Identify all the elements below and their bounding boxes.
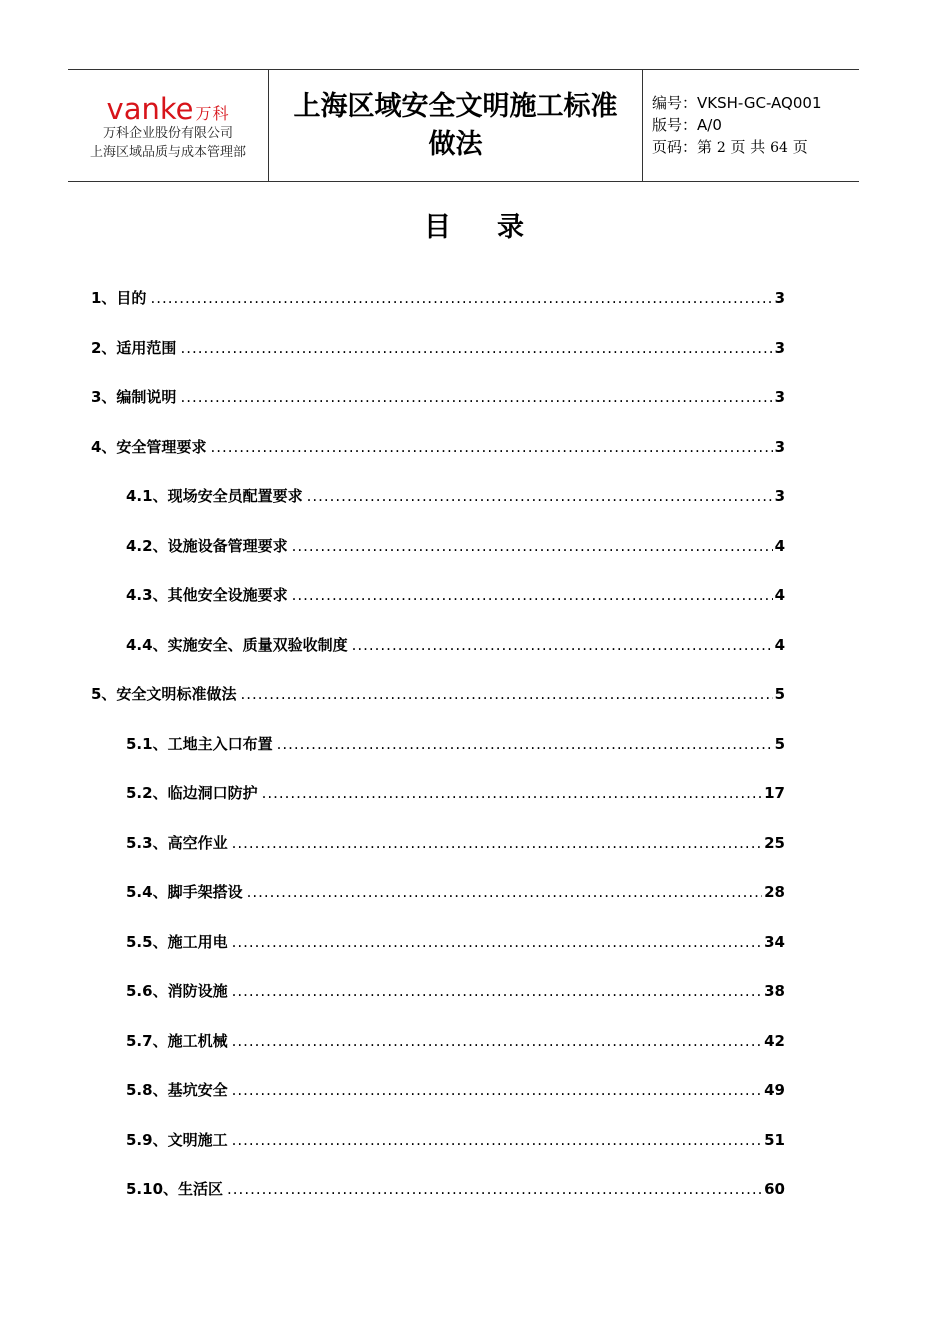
toc-entry-page: 60 [764, 1180, 785, 1198]
toc-leader-dots [240, 679, 772, 709]
toc-leader-dots [227, 1174, 762, 1204]
toc-entry-page: 28 [764, 883, 785, 901]
toc-entry-page: 4 [774, 636, 785, 654]
toc-leader-dots [292, 531, 773, 561]
toc-leader-dots [180, 382, 772, 412]
logo-wordmark: vanke [106, 91, 194, 126]
page-prefix: 第 [697, 138, 713, 156]
logo-cell [68, 70, 269, 181]
document-code [652, 92, 859, 114]
title-line-2: 做法 [428, 128, 483, 160]
toc-entry[interactable] [126, 1026, 785, 1056]
toc-entry-label: 5.10、生活区 [126, 1180, 224, 1198]
department-name: 上海区域品质与成本管理部 [89, 144, 246, 160]
toc-entry[interactable] [126, 877, 785, 907]
toc-leader-dots [232, 1125, 763, 1155]
vanke-logo [106, 91, 230, 126]
toc-entry[interactable] [126, 580, 785, 610]
toc-entry-label: 5.5、施工用电 [126, 933, 228, 951]
toc-leader-dots [232, 828, 763, 858]
toc-entry-page: 17 [764, 784, 785, 802]
logo-chinese: 万科 [195, 103, 230, 123]
version-label: 版号： [652, 116, 698, 134]
toc-entry[interactable] [126, 1125, 785, 1155]
toc-entry[interactable] [91, 679, 785, 709]
toc-entry-page: 38 [764, 982, 785, 1000]
page-mid: 页 共 [730, 138, 766, 156]
toc-title-part-1: 目 [424, 212, 453, 243]
toc-entry[interactable] [126, 630, 785, 660]
toc-entry-label: 4.4、实施安全、质量双验收制度 [126, 636, 348, 654]
toc-entry-label: 3、编制说明 [91, 388, 177, 406]
toc-entry-page: 25 [764, 834, 785, 852]
toc-entry-label: 5.9、文明施工 [126, 1131, 228, 1149]
toc-entry-label: 4.3、其他安全设施要求 [126, 586, 288, 604]
toc-entry-page: 42 [764, 1032, 785, 1050]
version-value: A/0 [697, 116, 722, 134]
code-value: VKSH-GC-AQ001 [697, 94, 822, 112]
toc-entry[interactable] [126, 729, 785, 759]
toc-entry-label: 4.1、现场安全员配置要求 [126, 487, 303, 505]
page-number [652, 136, 859, 159]
document-version [652, 114, 859, 136]
toc-entry[interactable] [126, 1174, 785, 1204]
toc-entry-page: 51 [764, 1131, 785, 1149]
toc-leader-dots [180, 333, 772, 363]
toc-leader-dots [232, 927, 763, 957]
toc-leader-dots [232, 1026, 763, 1056]
document-title [269, 70, 643, 181]
toc-entry-page: 3 [774, 388, 785, 406]
toc-entry-page: 34 [764, 933, 785, 951]
toc-leader-dots [277, 729, 773, 759]
toc-entry-page: 3 [774, 438, 785, 456]
toc-entry-label: 5、安全文明标准做法 [91, 685, 237, 703]
document-meta [643, 70, 859, 181]
toc-entry[interactable] [91, 333, 785, 363]
toc-entry[interactable] [126, 828, 785, 858]
toc-entry[interactable] [126, 531, 785, 561]
toc-entry-label: 5.4、脚手架搭设 [126, 883, 243, 901]
toc-leader-dots [262, 778, 763, 808]
toc-entry[interactable] [91, 382, 785, 412]
toc-entry-label: 5.6、消防设施 [126, 982, 228, 1000]
toc-entry[interactable] [91, 432, 785, 462]
toc-entry-label: 1、目的 [91, 289, 147, 307]
page-suffix: 页 [792, 138, 808, 156]
toc-entry-label: 5.1、工地主入口布置 [126, 735, 273, 753]
toc-entry-label: 4、安全管理要求 [91, 438, 207, 456]
toc-entry-page: 3 [774, 339, 785, 357]
toc-title-part-2: 录 [497, 212, 526, 243]
toc-entry-label: 5.3、高空作业 [126, 834, 228, 852]
toc-entry-label: 2、适用范围 [91, 339, 177, 357]
toc-leader-dots [352, 630, 773, 660]
page-current: 2 [716, 140, 726, 156]
page-label: 页码： [652, 138, 698, 156]
toc-entry[interactable] [126, 1075, 785, 1105]
toc-leader-dots [150, 283, 772, 313]
toc-entry-page: 4 [774, 537, 785, 555]
page-total: 64 [770, 140, 788, 156]
toc-leader-dots [292, 580, 773, 610]
toc-entry[interactable] [126, 976, 785, 1006]
toc-entry-label: 5.2、临边洞口防护 [126, 784, 258, 802]
company-name: 万科企业股份有限公司 [102, 125, 233, 141]
toc-entry[interactable] [126, 778, 785, 808]
toc-entry-page: 4 [774, 586, 785, 604]
toc-leader-dots [247, 877, 763, 907]
toc-entry-label: 5.8、基坑安全 [126, 1081, 228, 1099]
toc-entry[interactable] [126, 927, 785, 957]
toc-entry-page: 5 [774, 685, 785, 703]
code-label: 编号： [652, 94, 698, 112]
toc-title [0, 205, 950, 244]
document-header [68, 69, 859, 182]
toc-entry-page: 3 [774, 289, 785, 307]
toc-leader-dots [232, 1075, 763, 1105]
toc-entry-label: 4.2、设施设备管理要求 [126, 537, 288, 555]
title-line-1: 上海区域安全文明施工标准 [293, 90, 618, 122]
toc-entry-page: 3 [774, 487, 785, 505]
toc-entry-page: 5 [774, 735, 785, 753]
toc-entry[interactable] [91, 283, 785, 313]
toc-leader-dots [307, 481, 773, 511]
toc-entry-page: 49 [764, 1081, 785, 1099]
toc-entry-label: 5.7、施工机械 [126, 1032, 228, 1050]
toc-leader-dots [210, 432, 772, 462]
toc-leader-dots [232, 976, 763, 1006]
toc-entry[interactable] [126, 481, 785, 511]
